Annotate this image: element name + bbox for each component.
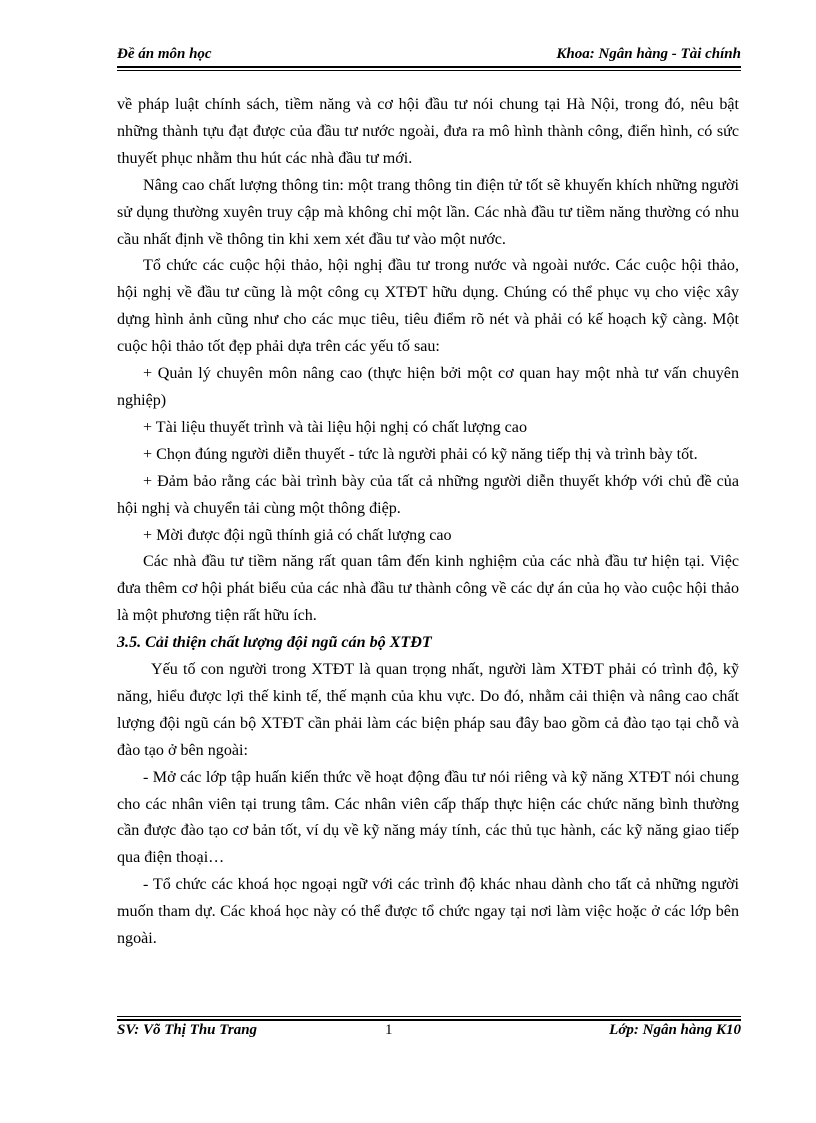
list-item: + Mời được đội ngũ thính giả có chất lượng cao bbox=[143, 526, 452, 544]
footer-student-name: SV: Võ Thị Thu Trang bbox=[117, 1022, 258, 1038]
page-header bbox=[117, 44, 741, 66]
body-paragraph: Các nhà đầu tư tiềm năng rất quan tâm đến kinh nghiệm của các nhà đầu tư hiện tại. Việc đưa thêm cơ hội phát biểu của các nhà đầu tư thành công về các dự án của họ vào cuộc hội thảo là một phương tiện rất hữu ích. bbox=[117, 553, 739, 625]
header-rule bbox=[117, 66, 741, 68]
page-number: 1 bbox=[385, 1022, 393, 1038]
footer-rule-thin bbox=[117, 1016, 741, 1017]
body-paragraph: Nâng cao chất lượng thông tin: một trang thông tin điện tử tốt sẽ khuyến khích những người sử dụng thường xuyên truy cập mà không chỉ một lần. Các nhà đầu tư tiềm năng thường có nhu cầu nhất định về thông tin khi xem xét đầu tư vào một nước. bbox=[117, 176, 739, 248]
page-footer bbox=[117, 1016, 741, 1042]
footer-class: Lớp: Ngân hàng K10 bbox=[609, 1022, 741, 1038]
list-item: + Chọn đúng người diễn thuyết - tức là người phải có kỹ năng tiếp thị và trình bày tốt. bbox=[143, 445, 698, 463]
header-rule-thin bbox=[117, 70, 741, 71]
list-item: + Tài liệu thuyết trình và tài liệu hội nghị có chất lượng cao bbox=[143, 418, 528, 436]
list-item: - Mở các lớp tập huấn kiến thức về hoạt động đầu tư nói riêng và kỹ năng XTĐT nói chung cho các nhân viên tại trung tâm. Các nhân viên cấp thấp thực hiện các chức năng bình thường cần được đào tạo cơ bản tốt, ví dụ về kỹ năng máy tính, các thủ tục hành, các kỹ năng giao tiếp qua điện thoại… bbox=[117, 768, 739, 867]
header-faculty: Khoa: Ngân hàng - Tài chính bbox=[556, 46, 741, 62]
list-item: + Đảm bảo rằng các bài trình bày của tất cả những người diễn thuyết khớp với chủ đề của hội nghị và chuyển tải cùng một thông điệp. bbox=[117, 472, 739, 517]
body-paragraph: về pháp luật chính sách, tiềm năng và cơ hội đầu tư nói chung tại Hà Nội, trong đó, nêu bật những thành tựu đạt được của đầu tư nước ngoài, đưa ra mô hình thành công, điển hình, có sức thuyết phục nhằm thu hút các nhà đầu tư mới. bbox=[117, 96, 739, 167]
footer-rule bbox=[117, 1019, 741, 1021]
list-item: + Quản lý chuyên môn nâng cao (thực hiện bởi một cơ quan hay một nhà tư vấn chuyên nghiệp) bbox=[117, 365, 739, 409]
section-heading: 3.5. Cải thiện chất lượng đội ngũ cán bộ XTĐT bbox=[117, 634, 432, 652]
list-item: - Tổ chức các khoá học ngoại ngữ với các trình độ khác nhau dành cho tất cả những người muốn tham dự. Các khoá học này có thể được tổ chức ngay tại nơi làm việc hoặc ở các lớp bên ngoài. bbox=[117, 876, 739, 948]
document-body bbox=[117, 92, 739, 953]
body-paragraph: Yếu tố con người trong XTĐT là quan trọng nhất, người làm XTĐT phải có trình độ, kỹ năng, hiểu được lợi thế kinh tế, thế mạnh của khu vực. Do đó, nhằm cải thiện và nâng cao chất lượng đội ngũ cán bộ XTĐT cần phải làm các biện pháp sau đây bao gồm cả đào tạo tại chỗ và đào tạo ở bên ngoài: bbox=[117, 661, 739, 759]
header-course-title: Đề án môn học bbox=[117, 46, 212, 62]
body-paragraph: Tổ chức các cuộc hội thảo, hội nghị đầu tư trong nước và ngoài nước. Các cuộc hội thảo, hội nghị về đầu tư cũng là một công cụ XTĐT hữu dụng. Chúng có thể phục vụ cho việc xây dựng hình ảnh cũng như cho các mục tiêu, tiêu điểm rõ nét và phải có kế hoạch kỹ càng. Một cuộc hội thảo tốt đẹp phải dựa trên các yếu tố sau: bbox=[117, 257, 739, 356]
